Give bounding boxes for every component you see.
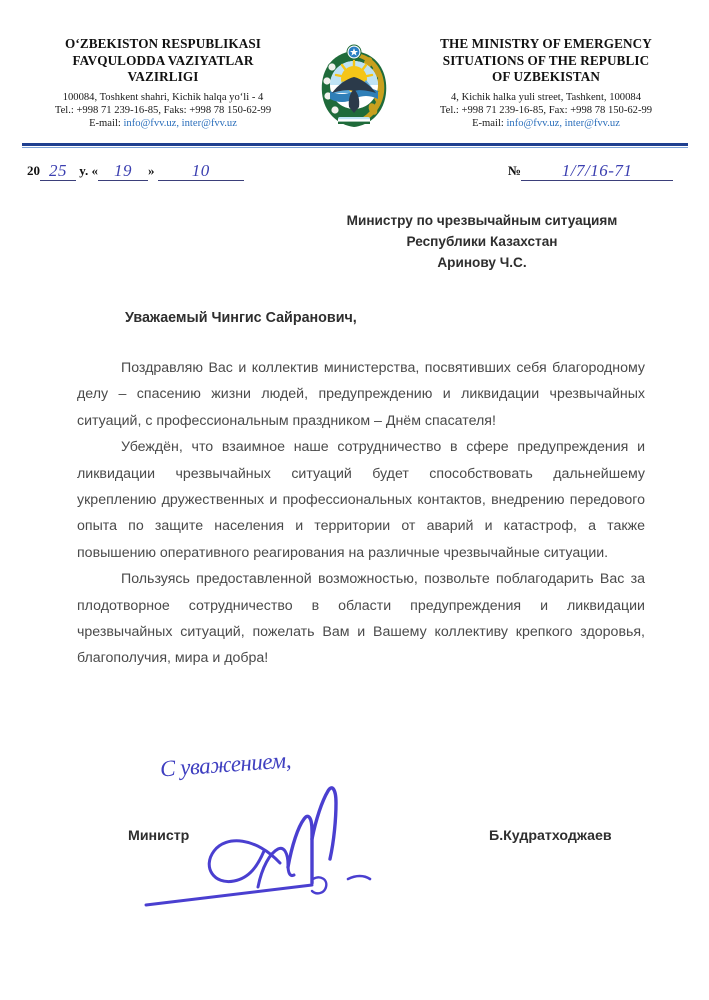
org-contact-uz [18,91,308,131]
org-address-uz: 100084, Toshkent shahri, Kichik halqa yo‘li - 4 [62,91,264,103]
date-year-prefix: 20 [27,163,40,178]
email-label-uz: E-mail: [89,117,124,129]
org-title-uz-line-1: O‘ZBEKISTON RESPUBLIKASI [64,36,261,51]
letterhead-divider-primary [22,143,688,146]
addressee-line-2: Республики Казахстан [406,234,558,249]
date-quote-open: « [91,163,99,178]
body-paragraph-2: Убеждён, что взаимное наше сотрудничество в сфере предупреждения и ликвидации чрезвычайных ситуаций будет способствовать дальнейшему укреплению дружественных и профессиональных контактов, внедрению передового опыта по защите населения и территории от аварий и катастроф, а также повышению оперативного реагирования на различные чрезвычайные ситуации. [77,439,645,561]
reference-number-label: № [508,163,522,178]
date-quote-close: » [148,163,155,178]
reference-number-blank[interactable] [521,160,673,181]
document-date-field [27,160,244,181]
letterhead-left-block [18,36,308,130]
letterhead-right-block [398,36,694,130]
date-year-blank[interactable] [40,160,76,181]
addressee-line-1: Министру по чрезвычайным ситуациям [346,213,618,228]
handwritten-regards: С уважением, [159,747,292,782]
org-phone-en: Tel.: +998 71 239-16-85, Fax: +998 78 150-62-99 [439,104,653,116]
org-email-en [398,117,694,130]
org-title-uz [18,36,308,86]
letterhead-divider-secondary [22,147,688,148]
signature-row [0,828,709,852]
org-address-en: 4, Kichik halka yuli street, Tashkent, 100084 [450,91,641,103]
date-year-suffix: y. [79,163,89,178]
date-month-value: 10 [191,161,210,180]
addressee-line-3: Аринову Ч.С. [437,255,527,270]
org-title-uz-line-3: VAZIRLIGI [127,69,199,84]
date-month-blank[interactable] [158,160,244,181]
email-value-en[interactable]: info@fvv.uz, inter@fvv.uz [506,117,620,129]
addressee-block [296,210,668,273]
email-label-en: E-mail: [472,117,507,129]
document-reference-field [508,160,673,181]
org-title-en-line-2: SITUATIONS OF THE REPUBLIC [442,52,650,68]
signatory-title: Министр [128,828,190,844]
letter-body [77,355,645,672]
document-meta-row [0,160,709,192]
date-day-blank[interactable] [98,160,148,181]
org-contact-en [398,91,694,131]
org-title-en [398,36,694,86]
org-title-uz-line-2: FAVQULODDA VAZIYATLAR [72,52,254,68]
signatory-name: Б.Кудратходжаев [489,828,612,844]
org-phone-uz: Tel.: +998 71 239-16-85, Faks: +998 78 150-62-99 [54,104,272,116]
body-paragraph-3: Пользуясь предоставленной возможностью, позвольте поблагодарить Вас за плодотворное сотрудничество в области предупреждения и ликвидации чрезвычайных ситуаций, пожелать Вам и Вашему коллективу крепкого здоровья, благополучия, мира и добра! [77,571,645,667]
salutation: Уважаемый Чингис Сайранович, [125,310,357,326]
reference-number-value: 1/7/16-71 [561,161,633,180]
date-day-value: 19 [114,161,133,180]
org-title-en-line-3: OF UZBEKISTAN [492,69,600,84]
body-paragraph-1: Поздравляю Вас и коллектив министерства, посвятивших себя благородному делу – спасению жизни людей, предупреждению и ликвидации чрезвычайных ситуаций, с профессиональным праздником – Днём спасателя! [77,360,645,429]
date-year-value: 25 [49,161,67,180]
org-email-uz [18,117,308,130]
email-value-uz[interactable]: info@fvv.uz, inter@fvv.uz [123,117,237,129]
uzbekistan-state-emblem-icon [316,33,392,133]
org-title-en-line-1: THE MINISTRY OF EMERGENCY [440,36,652,51]
letterhead [0,0,709,150]
